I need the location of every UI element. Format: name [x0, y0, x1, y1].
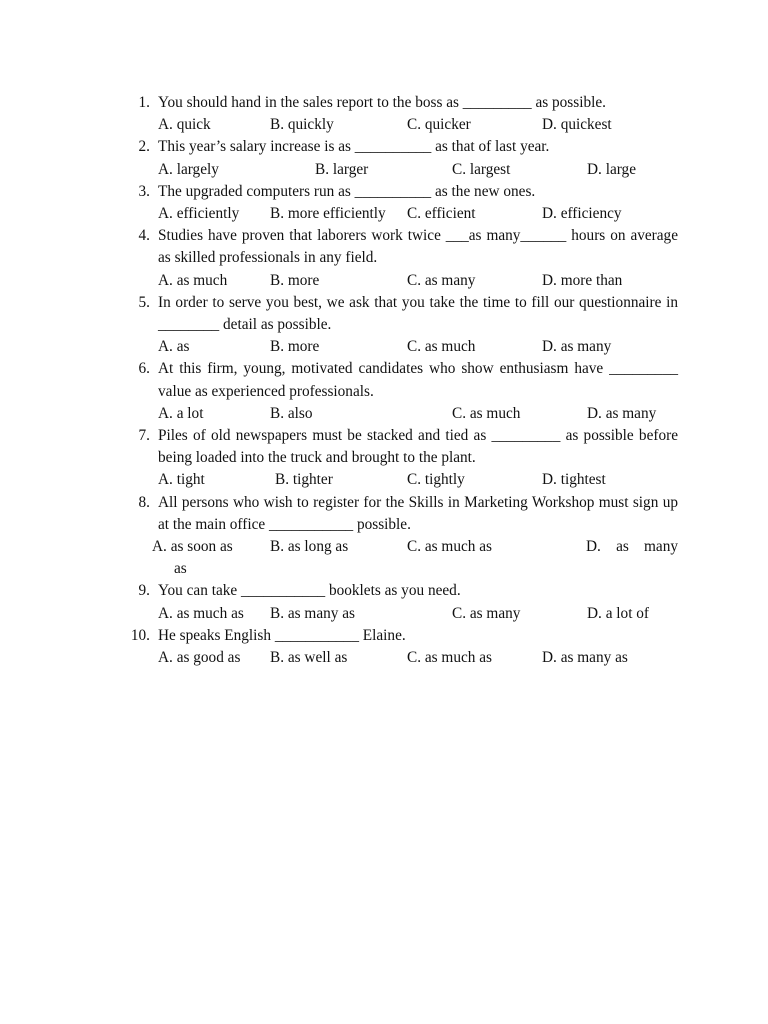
question-number: 3. [138, 182, 150, 200]
answer-options [158, 603, 678, 625]
question-number: 2. [138, 138, 150, 156]
option-a[interactable]: A. quick [158, 116, 211, 134]
option-d[interactable]: D. a lot of [587, 604, 650, 622]
option-d[interactable]: D. quickest [542, 116, 612, 134]
question-number: 8. [138, 493, 150, 511]
question-stem: He speaks English ___________ Elaine. [158, 626, 406, 644]
option-c[interactable]: C. as many [452, 604, 521, 622]
option-a[interactable]: A. as soon as [152, 537, 233, 555]
question-stem: The upgraded computers run as __________ as the new ones. [158, 182, 536, 200]
question-number: 4. [138, 227, 150, 245]
question-stem: All persons who wish to register for the Skills in Marketing Workshop must sign up at the main office ___________ possible. [158, 493, 678, 533]
option-d[interactable]: D. more than [542, 271, 623, 289]
answer-options [152, 536, 678, 580]
question-4 [130, 225, 678, 292]
answer-options [158, 203, 678, 225]
option-a[interactable]: A. as much as [158, 604, 244, 622]
question-10 [130, 625, 678, 669]
question-number: 9. [138, 582, 150, 600]
option-a[interactable]: A. as good as [158, 648, 241, 666]
option-d-word: many [644, 537, 678, 555]
question-1 [130, 92, 678, 136]
option-c[interactable]: C. as much [452, 404, 521, 422]
option-c[interactable]: C. efficient [407, 204, 476, 222]
question-stem: At this firm, young, motivated candidates who show enthusiasm have _________ value as experienced professionals. [158, 360, 678, 400]
option-c[interactable]: C. as much [407, 338, 476, 356]
question-stem: This year’s salary increase is as __________ as that of last year. [158, 138, 550, 156]
answer-options [158, 159, 678, 181]
option-c[interactable]: C. quicker [407, 116, 471, 134]
question-stem: In order to serve you best, we ask that you take the time to fill our questionnaire in ________ detail as possible. [158, 293, 678, 333]
question-stem: Studies have proven that laborers work twice ___as many______ hours on average as skilled professionals in any field. [158, 227, 678, 267]
option-a[interactable]: A. a lot [158, 404, 204, 422]
option-c[interactable]: C. largest [452, 160, 511, 178]
option-c[interactable]: C. as many [407, 271, 476, 289]
option-d-letter: D. [586, 537, 601, 555]
question-number: 7. [138, 426, 150, 444]
answer-options [158, 403, 678, 425]
answer-options [158, 469, 678, 491]
question-2 [130, 136, 678, 180]
option-d[interactable]: D. as many as [542, 648, 628, 666]
answer-options [158, 647, 678, 669]
question-7 [130, 425, 678, 492]
answer-options [158, 270, 678, 292]
question-3 [130, 181, 678, 225]
question-number: 5. [138, 293, 150, 311]
question-stem: You can take ___________ booklets as you need. [158, 582, 461, 600]
option-b[interactable]: B. more [270, 338, 320, 356]
question-number: 10. [130, 626, 150, 644]
option-d[interactable]: D. as many [542, 338, 612, 356]
option-a[interactable]: A. efficiently [158, 204, 240, 222]
option-b[interactable]: B. more efficiently [270, 204, 386, 222]
question-6 [130, 358, 678, 425]
option-d[interactable]: D. large [587, 160, 636, 178]
question-5 [130, 292, 678, 359]
question-9 [130, 580, 678, 624]
option-d[interactable]: D. tightest [542, 471, 606, 489]
option-b[interactable]: B. as well as [270, 648, 348, 666]
question-number: 1. [138, 94, 150, 111]
option-b[interactable]: B. larger [315, 160, 369, 178]
option-a[interactable]: A. as [158, 338, 190, 356]
option-d-continuation: as [174, 560, 187, 578]
option-a[interactable]: A. tight [158, 471, 205, 489]
option-b[interactable]: B. more [270, 271, 320, 289]
option-b[interactable]: B. quickly [270, 116, 334, 134]
option-a[interactable]: A. as much [158, 271, 228, 289]
option-b[interactable]: B. also [270, 404, 313, 422]
option-d[interactable]: D. efficiency [542, 204, 622, 222]
question-number: 6. [138, 360, 150, 378]
option-d[interactable] [586, 536, 678, 558]
option-a[interactable]: A. largely [158, 160, 219, 178]
answer-options [158, 114, 678, 136]
question-8 [130, 492, 678, 581]
option-c[interactable]: C. as much as [407, 537, 492, 555]
question-list [130, 92, 678, 669]
answer-options [158, 336, 678, 358]
option-c[interactable]: C. tightly [407, 471, 465, 489]
option-b[interactable]: B. as long as [270, 537, 349, 555]
option-d[interactable]: D. as many [587, 404, 657, 422]
question-stem: Piles of old newspapers must be stacked and tied as _________ as possible before being loaded into the truck and brought to the plant. [158, 426, 678, 467]
question-stem: You should hand in the sales report to the boss as _________ as possible. [158, 94, 606, 111]
option-b[interactable]: B. tighter [275, 471, 333, 489]
option-c[interactable]: C. as much as [407, 648, 492, 666]
option-b[interactable]: B. as many as [270, 604, 355, 622]
option-d-word: as [616, 537, 629, 555]
